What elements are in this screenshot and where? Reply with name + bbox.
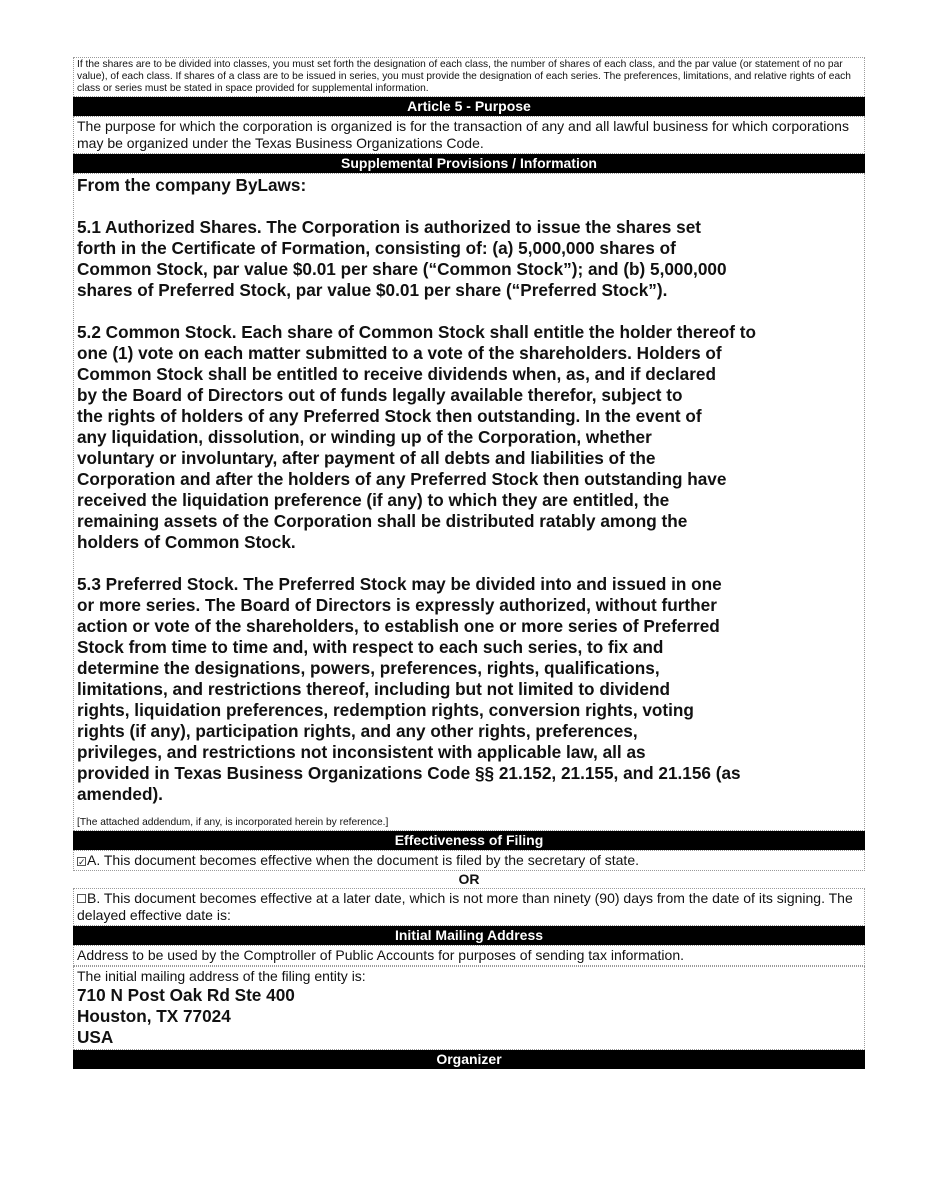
class-shares-instructions: If the shares are to be divided into classes, you must set forth the designation of each class, the number of shares of each class, and the par value (or statement of no par value), of each class. If shares of a class are to be issued in series, you must provide the designation of each series. The preferences, limitations, and relative rights of each class or series must be stated in space provided for supplemental information. [73, 57, 865, 97]
supplemental-intro: From the company ByLaws: [77, 175, 307, 195]
section-5-3-preferred-stock: 5.3 Preferred Stock. The Preferred Stock may be divided into and issued in one or more series. The Board of Directors is expressly authorized, without further action or vote of the shareholders, to establish one or more series of Preferred Stock from time to time and, with respect to each such series, to fix and determine the designations, powers, preferences, rights, qualifications, limitations, and restrictions thereof, including but not limited to dividend rights, liquidation preferences, redemption rights, conversion rights, voting rights (if any), participation rights, and any other rights, preferences, privileges, and restrictions not inconsistent with applicable law, all as provided in Texas Business Organizations Code §§ 21.152, 21.155, and 21.156 (as amended). [77, 574, 741, 804]
supplemental-heading: Supplemental Provisions / Information [73, 154, 865, 173]
article5-purpose-text: The purpose for which the corporation is organized is for the transaction of any and all lawful business for which corporations may be organized under the Texas Business Organizations Code. [73, 116, 865, 154]
mailing-address-box [73, 966, 865, 1050]
option-b-text: B. This document becomes effective at a later date, which is not more than ninety (90) days from the date of its signing. The delayed effective date is: [77, 890, 853, 923]
section-5-1-authorized-shares: 5.1 Authorized Shares. The Corporation is authorized to issue the shares set forth in the Certificate of Formation, consisting of: (a) 5,000,000 shares of Common Stock, par value $0.01 per share (“Common Stock”); and (b) 5,000,000 shares of Preferred Stock, par value $0.01 per share (“Preferred Stock”). [77, 217, 727, 300]
address-line-1: 710 N Post Oak Rd Ste 400 [77, 985, 295, 1005]
effectiveness-heading: Effectiveness of Filing [73, 831, 865, 850]
organizer-heading: Organizer [73, 1050, 865, 1069]
mailing-address-note: Address to be used by the Comptroller of Public Accounts for purposes of sending tax information. [73, 945, 865, 966]
section-5-2-common-stock: 5.2 Common Stock. Each share of Common Stock shall entitle the holder thereof to one (1) vote on each matter submitted to a vote of the shareholders. Holders of Common Stock shall be entitled to receive dividends when, as, and if declared by the Board of Directors out of funds legally available therefor, subject to the rights of holders of any Preferred Stock then outstanding. In the event of any liquidation, dissolution, or winding up of the Corporation, whether voluntary or involuntary, after payment of all debts and liabilities of the Corporation and after the holders of any Preferred Stock then outstanding have received the liquidation preference (if any) to which they are entitled, the remaining assets of the Corporation shall be distributed ratably among the holders of Common Stock. [77, 322, 757, 552]
supplemental-provisions-box [73, 173, 865, 831]
article5-heading: Article 5 - Purpose [73, 97, 865, 116]
mailing-address-label: The initial mailing address of the filing entity is: [77, 968, 366, 984]
or-separator: OR [458, 871, 480, 887]
effective-option-b[interactable] [73, 888, 865, 926]
effective-option-a[interactable] [73, 850, 865, 871]
address-line-3: USA [77, 1027, 114, 1047]
address-line-2: Houston, TX 77024 [77, 1006, 231, 1026]
option-a-checkbox-checked-icon[interactable]: ✓ [78, 857, 86, 867]
option-a-text: A. This document becomes effective when the document is filed by the secretary of state. [87, 852, 639, 868]
mailing-address-heading: Initial Mailing Address [73, 926, 865, 945]
filing-form [73, 57, 865, 1069]
addendum-note: [The attached addendum, if any, is incorporated herein by reference.] [77, 817, 389, 828]
option-b-checkbox-unchecked-icon[interactable] [77, 894, 86, 903]
